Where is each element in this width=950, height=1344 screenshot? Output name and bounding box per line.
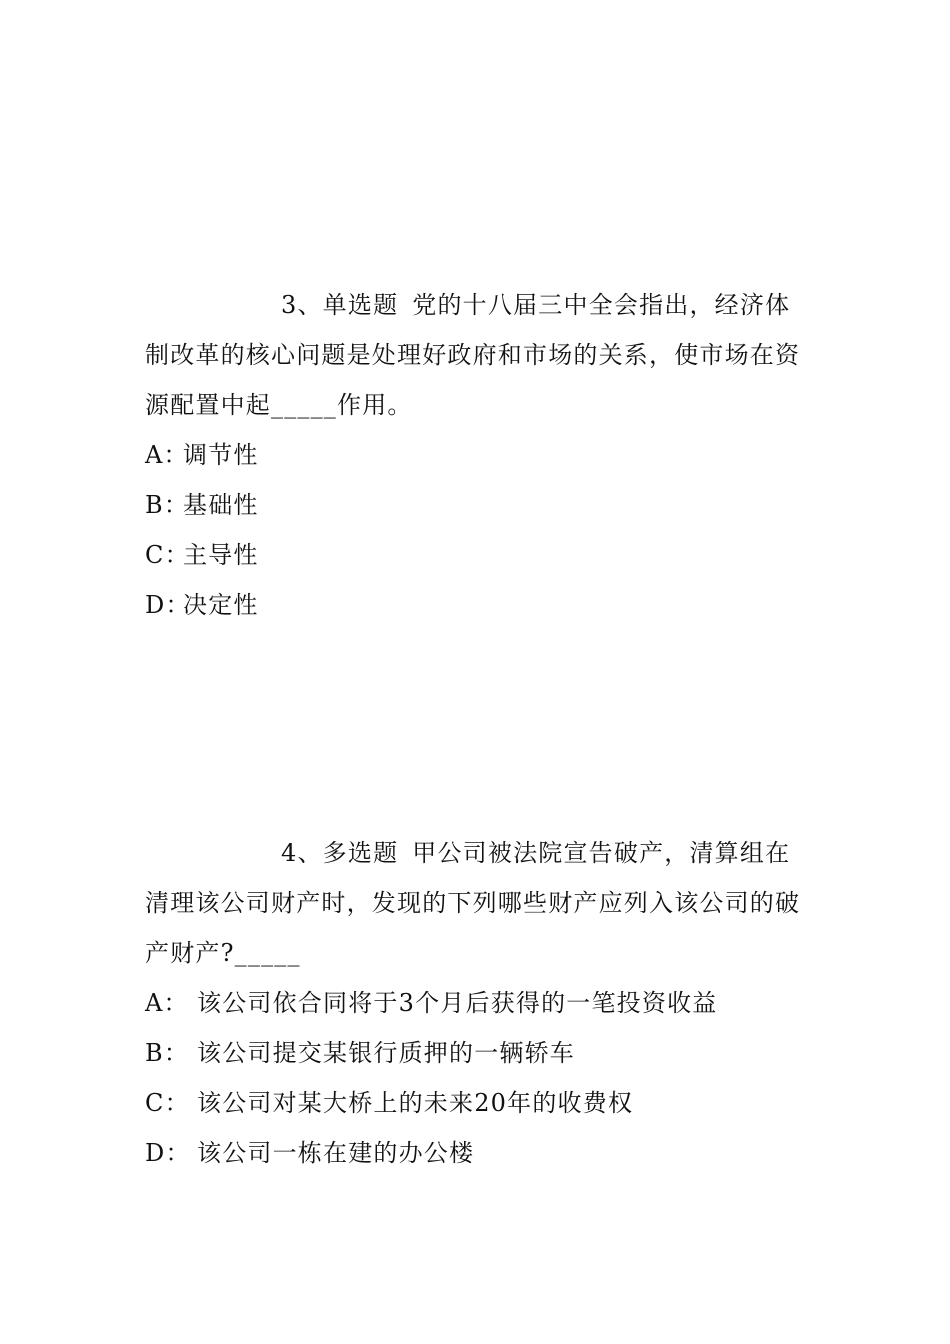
option-c [145,1078,805,1128]
option-list [145,430,805,630]
question-4 [145,828,805,1178]
option-text: 调节性 [183,441,259,469]
option-a [145,430,805,480]
question-number-type: 3、单选题 [281,291,399,319]
option-letter: C： [145,541,190,569]
option-text: 决定性 [183,591,259,619]
option-d [145,1128,805,1178]
option-letter: A： [145,989,189,1017]
option-a [145,978,805,1028]
option-text: 该公司对某大桥上的未来20年的收费权 [197,1089,634,1117]
question-stem [145,828,805,978]
option-list [145,978,805,1178]
option-letter: B： [145,491,190,519]
option-d [145,580,805,630]
option-text: 该公司依合同将于3个月后获得的一笔投资收益 [197,989,718,1017]
question-text: 甲公司被法院宣告破产，清算组在清理该公司财产时，发现的下列哪些财产应列入该公司的破产财产?_____ [145,839,801,967]
option-letter: C： [145,1089,190,1117]
option-letter: B： [145,1039,190,1067]
option-text: 基础性 [183,491,259,519]
option-text: 主导性 [183,541,259,569]
option-text: 该公司一栋在建的办公楼 [197,1139,475,1167]
question-3 [145,280,805,630]
option-b [145,480,805,530]
question-number-type: 4、多选题 [281,839,399,867]
option-letter: A： [145,441,189,469]
option-letter: D： [145,1139,191,1167]
question-text: 党的十八届三中全会指出，经济体制改革的核心问题是处理好政府和市场的关系，使市场在资源配置中起_____作用。 [145,291,801,419]
option-c [145,530,805,580]
option-letter: D： [145,591,191,619]
question-stem [145,280,805,430]
option-text: 该公司提交某银行质押的一辆轿车 [197,1039,575,1067]
option-b [145,1028,805,1078]
